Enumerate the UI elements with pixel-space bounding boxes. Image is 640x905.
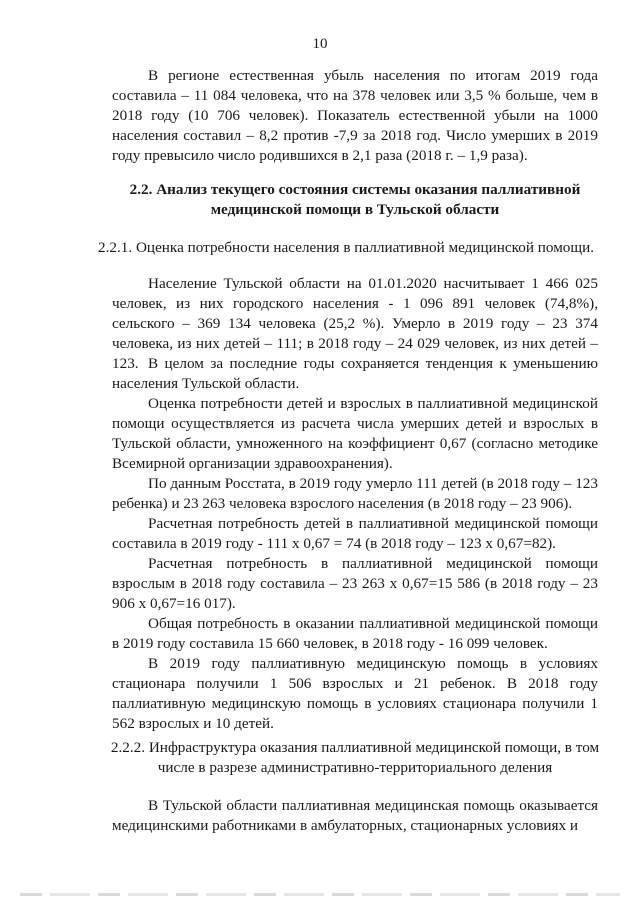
paragraph-inpatient [112, 654, 598, 734]
subheading-text: 2.2.1. Оценка потребности населения в паллиативной медицинской помощи. [98, 239, 595, 256]
paragraph-text: Расчетная потребность в паллиативной медицинской помощи взрослым в 2018 году составила – 23 263 х 0,67=15 586 (в 2018 году – 23 906 х 0,67=16 017). [112, 555, 598, 612]
paragraph-natural-decline [112, 66, 598, 166]
paragraph-text: В целом за последние годы сохраняется тенденция к уменьшению населения Тульской области. [112, 355, 598, 392]
paragraph-text: В 2019 году паллиативную медицинскую помощь в условиях стационара получили 1 506 взрослых и 21 ребенок. В 2018 году паллиативную медицинскую помощь в условиях стационара получили 1 562 взрослых и 10 детей. [112, 655, 598, 732]
paragraph-trend [112, 354, 598, 394]
paragraph-infrastructure [112, 796, 598, 836]
section-heading [102, 180, 608, 220]
paragraph-adult-need [112, 554, 598, 614]
paragraph-text: Общая потребность в оказании паллиативной медицинской помощи в 2019 году составила 15 660 человек, в 2018 году - 16 099 человек. [112, 615, 598, 652]
heading-2-2: 2.2. Анализ текущего состояния системы оказания паллиативной медицинской помощи в Тульской области [129, 181, 581, 218]
paragraph-children-need [112, 514, 598, 554]
paragraph-total-need [112, 614, 598, 654]
paragraph-text: Расчетная потребность детей в паллиативной медицинской помощи составила в 2019 году - 111 х 0,67 = 74 (в 2018 году – 123 х 0,67=82). [112, 515, 598, 552]
subheading-text: 2.2.2. Инфраструктура оказания паллиативной медицинской помощи, в том числе в разрезе административно-территориального деления [110, 739, 600, 776]
subsection-heading-2-2-1 [98, 238, 608, 258]
paragraph-assessment [112, 394, 598, 474]
paragraph-text: В регионе естественная убыль населения по итогам 2019 года составила – 11 084 человека, что на 378 человек или 3,5 % больше, чем в 2018 году (10 706 человек). Показатель естественной убыли на 1000 населения составил – 8,2 против -7,9 за 2018 год. Число умерших в 2019 году превысило число родившихся в 2,1 раза (2018 г. – 1,9 раза). [112, 67, 598, 164]
subsection-heading-2-2-2 [108, 738, 602, 778]
paragraph-text: В Тульской области паллиативная медицинская помощь оказывается медицинскими работниками в амбулаторных, стационарных условиях и [112, 797, 598, 834]
paragraph-text: Оценка потребности детей и взрослых в паллиативной медицинской помощи осуществляется из расчета числа умерших детей и взрослых в Тульской области, умноженного на коэффициент 0,67 (согласно методике Всемирной организации здравоохранения). [112, 395, 598, 472]
paragraph-text: Население Тульской области на 01.01.2020 насчитывает 1 466 025 человек, из них городского населения - 1 096 891 человек (74,8%), сельского – 369 134 человека (25,2 %). Умерло в 2019 году – 23 374 человека, из них детей – 111; в 2018 году – 24 029 человек, из них детей – 123. [112, 275, 598, 372]
paragraph-rosstat [112, 474, 598, 514]
page-number: 10 [312, 36, 328, 52]
scan-bottom-edge [20, 893, 620, 896]
paragraph-text: По данным Росстата, в 2019 году умерло 111 детей (в 2018 году – 123 ребенка) и 23 263 человека взрослого населения (в 2018 году – 23 906). [112, 475, 598, 512]
